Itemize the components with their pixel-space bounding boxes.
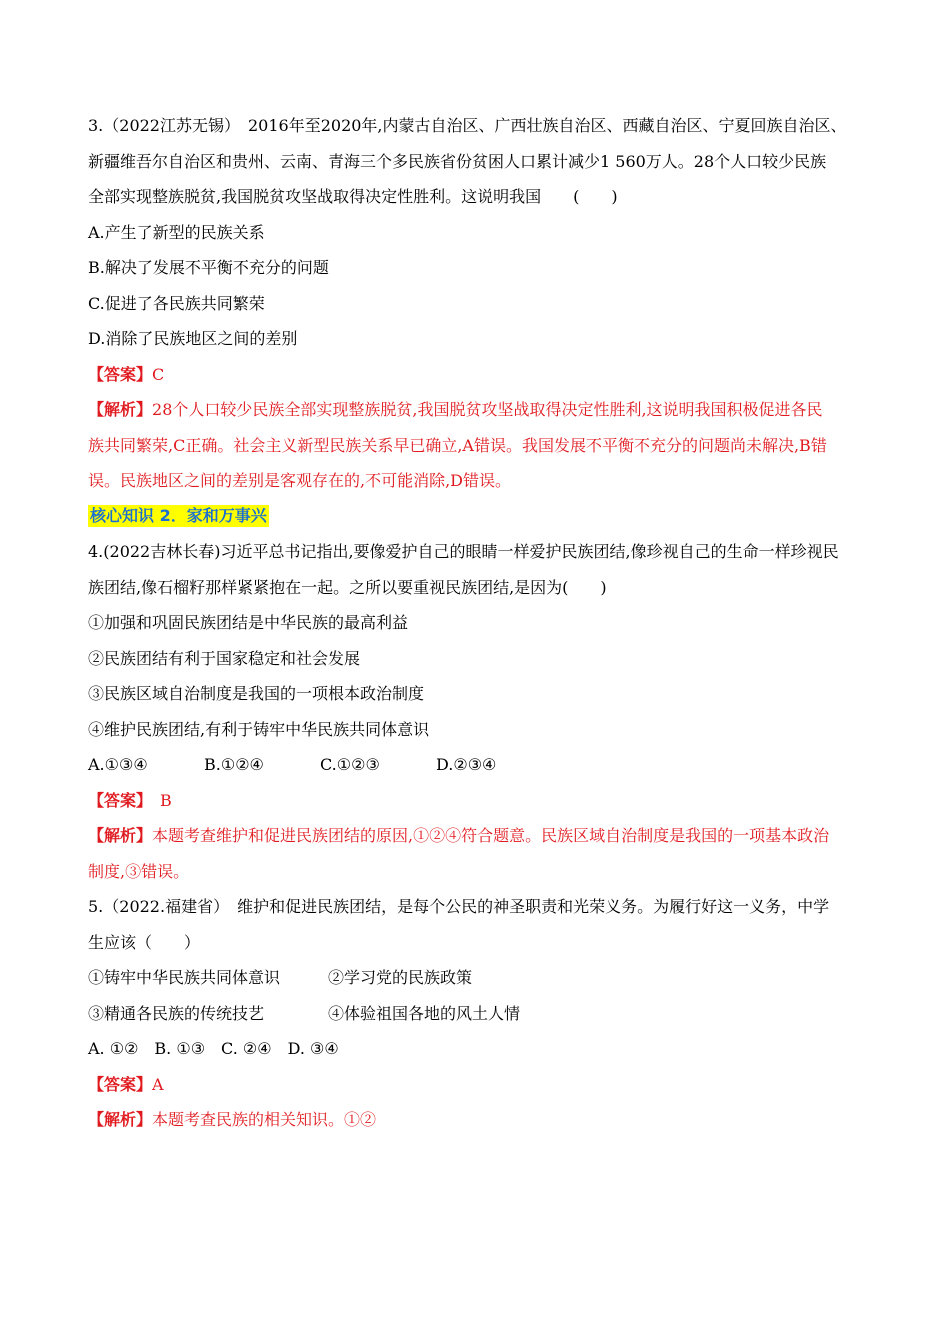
question-4-option-a: A.①③④	[88, 755, 148, 774]
question-3-option-c: C.促进了各民族共同繁荣	[88, 293, 265, 313]
analysis-label: 【解析】	[88, 400, 153, 419]
analysis-text: 本题考查民族的相关知识。①②	[152, 1110, 377, 1129]
question-5-analysis	[88, 1102, 868, 1138]
question-3-stem-line: 全部实现整族脱贫,我国脱贫攻坚战取得决定性胜利。这说明我国 ( )	[88, 187, 618, 206]
question-5-statement: ①铸牢中华民族共同体意识	[88, 968, 281, 987]
question-4-statement: ②民族团结有利于国家稳定和社会发展	[88, 648, 361, 668]
question-4-statement: ④维护民族团结,有利于铸牢中华民族共同体意识	[88, 719, 430, 739]
question-4	[88, 534, 868, 889]
question-4-stem-line: 4.(2022吉林长春)习近平总书记指出,要像爱护自己的眼睛一样爱护民族团结,像珍视自己的生命一样珍视民	[88, 542, 839, 561]
answer-label: 【答案】	[88, 1074, 153, 1094]
question-3-option-a: A.产生了新型的民族关系	[88, 222, 265, 242]
question-3-option-d: D.消除了民族地区之间的差别	[88, 329, 298, 348]
question-4-option-c: C.①②③	[320, 755, 380, 774]
question-4-stem-line: 族团结,像石榴籽那样紧紧抱在一起。之所以要重视民族团结,是因为( )	[88, 577, 607, 597]
analysis-label: 【解析】	[88, 1110, 153, 1129]
question-3-analysis	[88, 392, 868, 428]
analysis-text: 本题考查维护和促进民族团结的原因,①②④符合题意。民族区域自治制度是我国的一项基本政治	[152, 826, 830, 845]
analysis-text: 28个人口较少民族全部实现整族脱贫,我国脱贫攻坚战取得决定性胜利,这说明我国积极促进各民	[152, 400, 823, 419]
question-5	[88, 889, 868, 1138]
question-5-statements-row	[88, 960, 868, 996]
question-5-answer	[88, 1067, 868, 1103]
question-5-statement: ②学习党的民族政策	[328, 968, 473, 987]
answer-value: B	[144, 790, 172, 810]
document-page	[88, 108, 868, 1138]
question-4-statement: ①加强和巩固民族团结是中华民族的最高利益	[88, 613, 409, 632]
question-3	[88, 108, 868, 499]
question-4-option-b: B.①②④	[204, 755, 264, 774]
question-4-options	[88, 747, 868, 783]
answer-value: C	[152, 364, 165, 384]
question-4-analysis-line: 制度,③错误。	[88, 861, 190, 881]
question-5-statement: ④体验祖国各地的风土人情	[328, 1003, 521, 1023]
question-5-stem-line: 生应该（ ）	[88, 932, 201, 952]
question-5-statements-row	[88, 996, 868, 1032]
question-3-option-b: B.解决了发展不平衡不充分的问题	[88, 258, 329, 277]
question-3-answer	[88, 357, 868, 393]
question-3-analysis-line: 误。民族地区之间的差别是客观存在的,不可能消除,D错误。	[88, 471, 512, 490]
section-heading-row	[88, 499, 868, 535]
section-heading: 核心知识 2．家和万事兴	[90, 506, 267, 526]
question-3-stem-line: 3.（2022江苏无锡） 2016年至2020年,内蒙古自治区、广西壮族自治区、西藏自治区、宁夏回族自治区、	[88, 116, 847, 135]
question-3-analysis-line: 族共同繁荣,C正确。社会主义新型民族关系早已确立,A错误。我国发展不平衡不充分的问题尚未解决,B错	[88, 435, 827, 455]
answer-value: A	[152, 1074, 164, 1094]
answer-label: 【答案】	[88, 790, 145, 810]
question-4-option-d: D.②③④	[436, 755, 497, 774]
question-4-answer	[88, 783, 868, 819]
question-5-stem-line: 5.（2022.福建省） 维护和促进民族团结，是每个公民的神圣职责和光荣义务。为履行好这一义务，中学	[88, 897, 830, 916]
question-4-analysis	[88, 818, 868, 854]
answer-label: 【答案】	[88, 364, 153, 384]
question-5-options: A. ①② B. ①③ C. ②④ D. ③④	[88, 1039, 339, 1058]
question-3-stem-line: 新疆维吾尔自治区和贵州、云南、青海三个多民族省份贫困人口累计减少1 560万人。28个人口较少民族	[88, 151, 827, 171]
analysis-label: 【解析】	[88, 826, 153, 845]
question-5-statement: ③精通各民族的传统技艺	[88, 1003, 265, 1023]
question-4-statement: ③民族区域自治制度是我国的一项根本政治制度	[88, 684, 425, 703]
